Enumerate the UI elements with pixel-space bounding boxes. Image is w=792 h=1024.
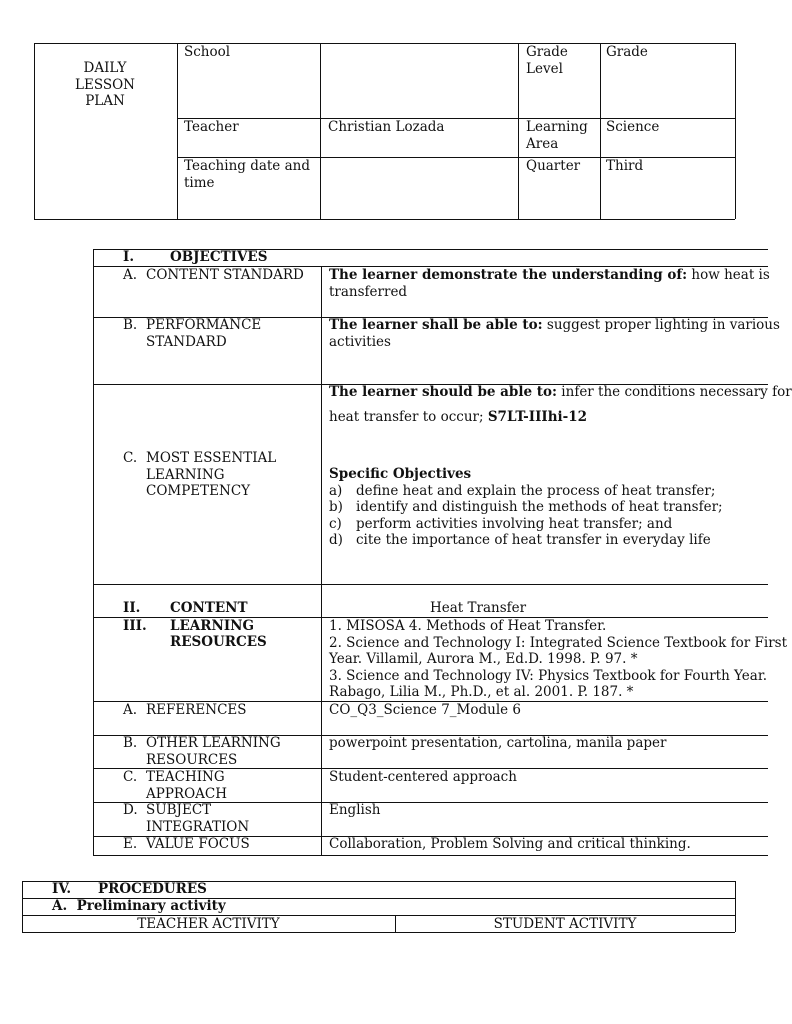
other-resources-value: powerpoint presentation, cartolina, manila paper [329,735,667,751]
value-focus-value: Collaboration, Problem Solving and critical thinking. [329,836,691,852]
resource-line: Year. Villamil, Aurora M., Ed.D. 1998. P. 97. * [329,651,638,667]
list-marker: d) [329,532,343,548]
performance-standard-body: suggest proper lighting in various [542,317,780,333]
content-standard-body-2: transferred [329,283,408,300]
grade-level-label: Grade Level [526,44,568,77]
performance-standard-body-2: activities [329,333,391,350]
melc-statement-2 [329,409,587,426]
list-text: perform activities involving heat transfer; and [356,516,673,532]
content-standard-lead: The learner demonstrate the understanding of: [329,267,688,283]
other-resources-title: OTHER LEARNING RESOURCES [146,735,281,768]
learning-area-value[interactable]: Science [606,119,660,135]
subject-integration-title: SUBJECT INTEGRATION [146,802,250,835]
resources-number: III. [123,618,147,634]
performance-standard-title: PERFORMANCE STANDARD [146,317,262,350]
lesson-plan-title: DAILY LESSON PLAN [75,60,135,109]
references-title: REFERENCES [146,702,247,718]
melc-body-2: heat transfer to occur; [329,409,488,425]
preliminary-activity-heading: A. Preliminary activity [52,898,226,914]
subject-integration-letter: D. [123,802,138,818]
resources-heading-line1: LEARNING [170,618,254,634]
list-marker: b) [329,499,343,515]
student-activity-column-header: STUDENT ACTIVITY [493,916,637,932]
subject-integration-value: English [329,802,381,818]
procedures-heading: PROCEDURES [98,881,207,897]
value-focus-letter: E. [123,836,138,852]
list-marker: a) [329,483,343,499]
teacher-activity-column-header: TEACHER ACTIVITY [137,916,280,932]
melc-statement [329,384,792,401]
quarter-label: Quarter [526,158,581,174]
list-text: define heat and explain the process of heat transfer; [356,483,716,499]
melc-body: infer the conditions necessary for [557,384,792,400]
teaching-approach-title: TEACHING APPROACH [146,769,227,802]
content-standard-title: CONTENT STANDARD [146,267,304,283]
teaching-date-label: Teaching date and time [184,158,310,191]
references-value: CO_Q3_Science 7_Module 6 [329,702,522,718]
specific-objectives-heading: Specific Objectives [329,466,472,482]
content-heading: CONTENT [170,600,248,616]
other-resources-letter: B. [123,735,138,751]
grade-level-value[interactable]: Grade [606,44,648,60]
list-item [329,532,711,549]
teacher-label: Teacher [184,119,239,135]
list-text: identify and distinguish the methods of heat transfer; [356,499,723,515]
procedures-number: IV. [52,881,72,897]
objectives-heading: OBJECTIVES [170,249,268,265]
resources-list [329,618,787,701]
list-text: cite the importance of heat transfer in everyday life [356,532,711,548]
melc-lead: The learner should be able to: [329,384,558,400]
content-standard-letter: A. [123,267,138,283]
performance-standard-text [329,317,780,350]
content-number: II. [123,600,141,616]
value-focus-title: VALUE FOCUS [146,836,250,852]
content-value: Heat Transfer [430,600,527,616]
teaching-approach-value: Student-centered approach [329,769,517,785]
resources-heading-line2: RESOURCES [170,634,267,650]
teaching-approach-letter: C. [123,769,138,785]
content-standard-body: how heat is [687,267,770,283]
melc-code: S7LT-IIIhi-12 [487,409,588,425]
melc-title: MOST ESSENTIAL LEARNING COMPETENCY [146,450,277,499]
teacher-value[interactable]: Christian Lozada [328,119,445,135]
references-letter: A. [123,702,138,718]
content-standard-text [329,267,768,300]
learning-area-label: Learning Area [526,119,588,152]
resource-line: Rabago, Lilia M., Ph.D., et al. 2001. P. 187. * [329,684,634,700]
melc-letter: C. [123,450,138,466]
objectives-number: I. [123,249,135,265]
resource-line: 1. MISOSA 4. Methods of Heat Transfer. [329,618,607,634]
performance-standard-letter: B. [123,317,138,333]
quarter-value[interactable]: Third [606,158,644,174]
list-item [329,483,715,500]
list-item [329,516,672,533]
performance-standard-lead: The learner shall be able to: [329,317,543,333]
list-item [329,499,723,516]
resource-line: 3. Science and Technology IV: Physics Textbook for Fourth Year. [329,667,768,684]
list-marker: c) [329,516,342,532]
school-label: School [184,44,231,60]
resource-line: 2. Science and Technology I: Integrated Science Textbook for First [329,634,787,651]
